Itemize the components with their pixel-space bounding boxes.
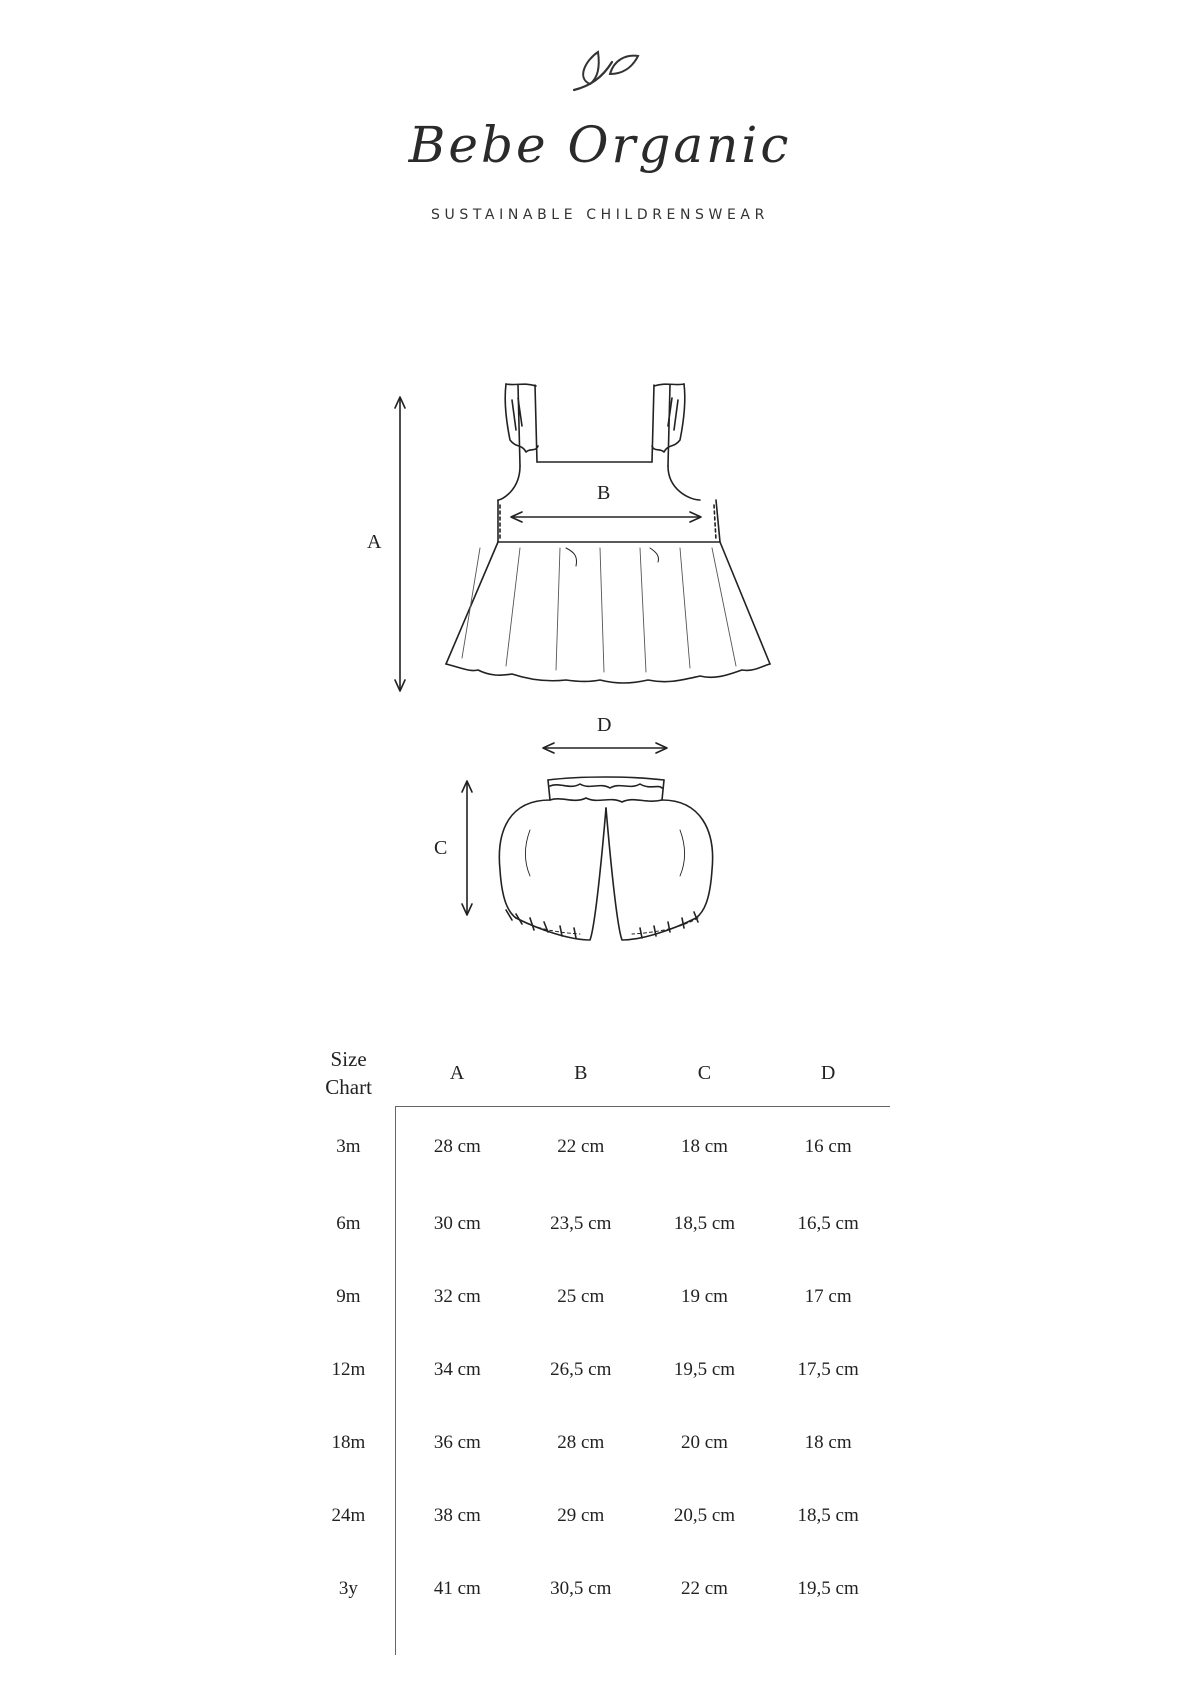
size-chart-header-row — [302, 1040, 890, 1107]
table-cell: 18,5 cm — [797, 1504, 859, 1526]
bloomers — [499, 777, 712, 940]
table-cell: 18 cm — [804, 1431, 852, 1453]
table-cell: 20,5 cm — [673, 1504, 736, 1526]
size-label: 6m — [302, 1187, 395, 1260]
table-cell: 23,5 cm — [550, 1212, 612, 1234]
dimension-arrow-b — [511, 512, 701, 522]
table-spacer-cell — [395, 1625, 519, 1655]
table-cell: 28 cm — [557, 1431, 605, 1453]
table-cell: 16,5 cm — [797, 1212, 859, 1234]
column-header-a: A — [395, 1040, 519, 1107]
table-row — [302, 1333, 890, 1406]
dress-straps — [505, 384, 685, 466]
table-cell: 32 cm — [433, 1285, 481, 1307]
table-cell: 34 cm — [433, 1358, 481, 1380]
table-cell: 19 cm — [680, 1285, 728, 1307]
table-cell: 19,5 cm — [673, 1358, 736, 1380]
table-row-spacer — [302, 1625, 890, 1655]
dimension-arrow-c — [462, 781, 472, 915]
table-row — [302, 1187, 890, 1260]
table-cell: 41 cm — [433, 1577, 481, 1599]
corner-line-2: Chart — [325, 1075, 372, 1100]
dimension-arrow-d — [543, 743, 667, 753]
table-cell: 22 cm — [557, 1136, 605, 1157]
table-row — [302, 1479, 890, 1552]
table-spacer-cell — [766, 1625, 890, 1655]
table-cell: 30,5 cm — [550, 1577, 612, 1599]
size-chart-table — [302, 1040, 890, 1655]
table-cell: 18 cm — [680, 1136, 728, 1157]
brand-tagline: SUSTAINABLE CHILDRENSWEAR — [431, 207, 769, 223]
corner-line-1: Size — [330, 1047, 367, 1072]
column-header-c: C — [643, 1040, 767, 1107]
brand-name: Bebe Organic — [408, 116, 792, 174]
size-label: 3m — [302, 1107, 395, 1188]
table-cell: 28 cm — [433, 1136, 481, 1157]
size-label: 9m — [302, 1260, 395, 1333]
label-d: D — [597, 714, 612, 736]
table-row — [302, 1406, 890, 1479]
table-cell: 17,5 cm — [797, 1358, 859, 1380]
table-cell: 18,5 cm — [673, 1212, 736, 1234]
size-label: 18m — [302, 1406, 395, 1479]
table-spacer-cell — [643, 1625, 767, 1655]
column-header-b: B — [519, 1040, 643, 1107]
table-cell: 22 cm — [680, 1577, 728, 1599]
table-spacer-cell — [302, 1625, 395, 1655]
table-row — [302, 1107, 890, 1188]
size-chart-corner — [302, 1040, 395, 1107]
dimension-arrow-a — [395, 397, 405, 691]
dress-skirt — [446, 542, 770, 683]
table-cell: 29 cm — [557, 1504, 605, 1526]
label-c: C — [434, 837, 448, 859]
size-label: 3y — [302, 1552, 395, 1625]
leaf-icon — [568, 40, 644, 96]
column-header-d: D — [766, 1040, 890, 1107]
table-cell: 30 cm — [433, 1212, 481, 1234]
label-a: A — [367, 531, 382, 553]
table-cell: 17 cm — [804, 1285, 852, 1307]
label-b: B — [597, 482, 611, 504]
size-label: 24m — [302, 1479, 395, 1552]
size-label: 12m — [302, 1333, 395, 1406]
table-cell: 20 cm — [680, 1431, 728, 1453]
table-cell: 16 cm — [804, 1136, 852, 1157]
table-row — [302, 1260, 890, 1333]
table-cell: 38 cm — [433, 1504, 481, 1526]
table-cell: 26,5 cm — [550, 1358, 612, 1380]
table-cell: 19,5 cm — [797, 1577, 859, 1599]
table-cell: 25 cm — [557, 1285, 605, 1307]
table-spacer-cell — [519, 1625, 643, 1655]
table-cell: 36 cm — [433, 1431, 481, 1453]
table-row — [302, 1552, 890, 1625]
